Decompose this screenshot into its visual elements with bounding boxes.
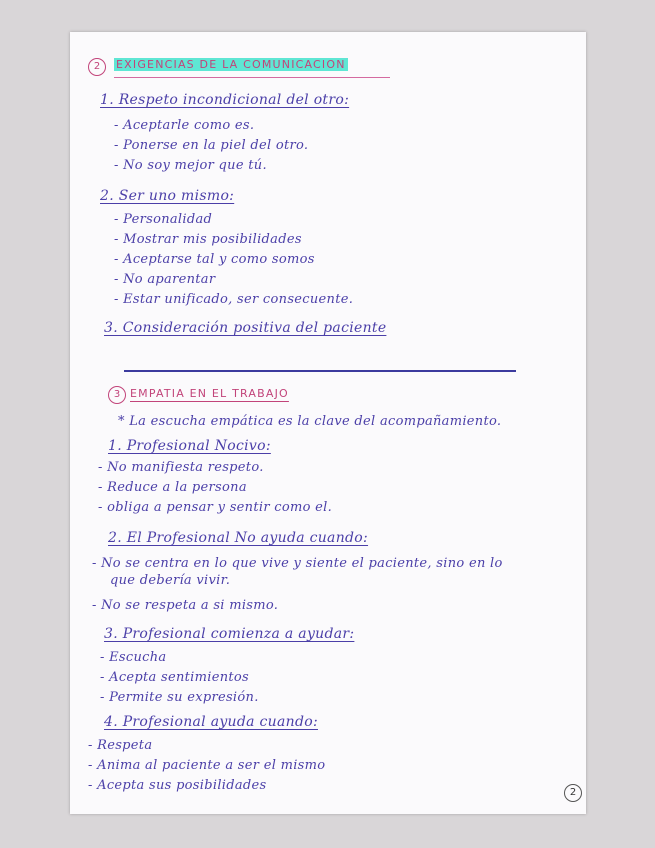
list-item: - No manifiesta respeto.: [98, 460, 264, 475]
heading-ser-uno-mismo: 2. Ser uno mismo:: [100, 188, 235, 204]
list-item: - No se respeta a si mismo.: [92, 598, 279, 613]
list-item: - Personalidad: [114, 212, 213, 227]
list-item: - Reduce a la persona: [98, 480, 247, 495]
section-2-title-text: EXIGENCIAS DE LA COMUNICACION: [116, 58, 346, 71]
list-item: - Permite su expresión.: [100, 690, 259, 705]
title-underline: [114, 77, 390, 78]
list-item: - Respeta: [88, 738, 153, 753]
list-item: - obliga a pensar y sentir como el.: [98, 500, 333, 515]
list-item: - No se centra en lo que vive y siente el paciente, sino en lo: [92, 556, 503, 571]
heading-consideracion: 3. Consideración positiva del paciente: [104, 320, 387, 336]
list-item: - No soy mejor que tú.: [114, 158, 267, 173]
section-2-title: [114, 58, 348, 71]
notebook-page: [70, 32, 586, 814]
list-item: - Anima al paciente a ser el mismo: [88, 758, 326, 773]
list-item: - Escucha: [100, 650, 167, 665]
list-item-continuation: que debería vivir.: [110, 573, 231, 588]
heading-ayuda-cuando: 4. Profesional ayuda cuando:: [104, 714, 318, 730]
list-item: - Aceptarse tal y como somos: [114, 252, 315, 267]
list-item: - Mostrar mis posibilidades: [114, 232, 302, 247]
page-number: 2: [564, 784, 582, 802]
heading-profesional-nocivo: 1. Profesional Nocivo:: [108, 438, 271, 454]
list-item: - Acepta sentimientos: [100, 670, 250, 685]
list-item: - Acepta sus posibilidades: [88, 778, 267, 793]
section-3-number: 3: [108, 386, 126, 404]
section-divider: [124, 370, 516, 372]
section-2-number: 2: [88, 58, 106, 76]
heading-no-ayuda: 2. El Profesional No ayuda cuando:: [108, 530, 369, 546]
intro-note: * La escucha empática es la clave del acompañamiento.: [118, 414, 502, 429]
list-item: - Aceptarle como es.: [114, 118, 255, 133]
heading-comienza-ayudar: 3. Profesional comienza a ayudar:: [104, 626, 355, 642]
section-3-title: EMPATIA EN EL TRABAJO: [130, 387, 289, 400]
list-item: - Ponerse en la piel del otro.: [114, 138, 309, 153]
heading-respeto: 1. Respeto incondicional del otro:: [100, 92, 350, 108]
list-item: - Estar unificado, ser consecuente.: [114, 292, 354, 307]
list-item: - No aparentar: [114, 272, 216, 287]
